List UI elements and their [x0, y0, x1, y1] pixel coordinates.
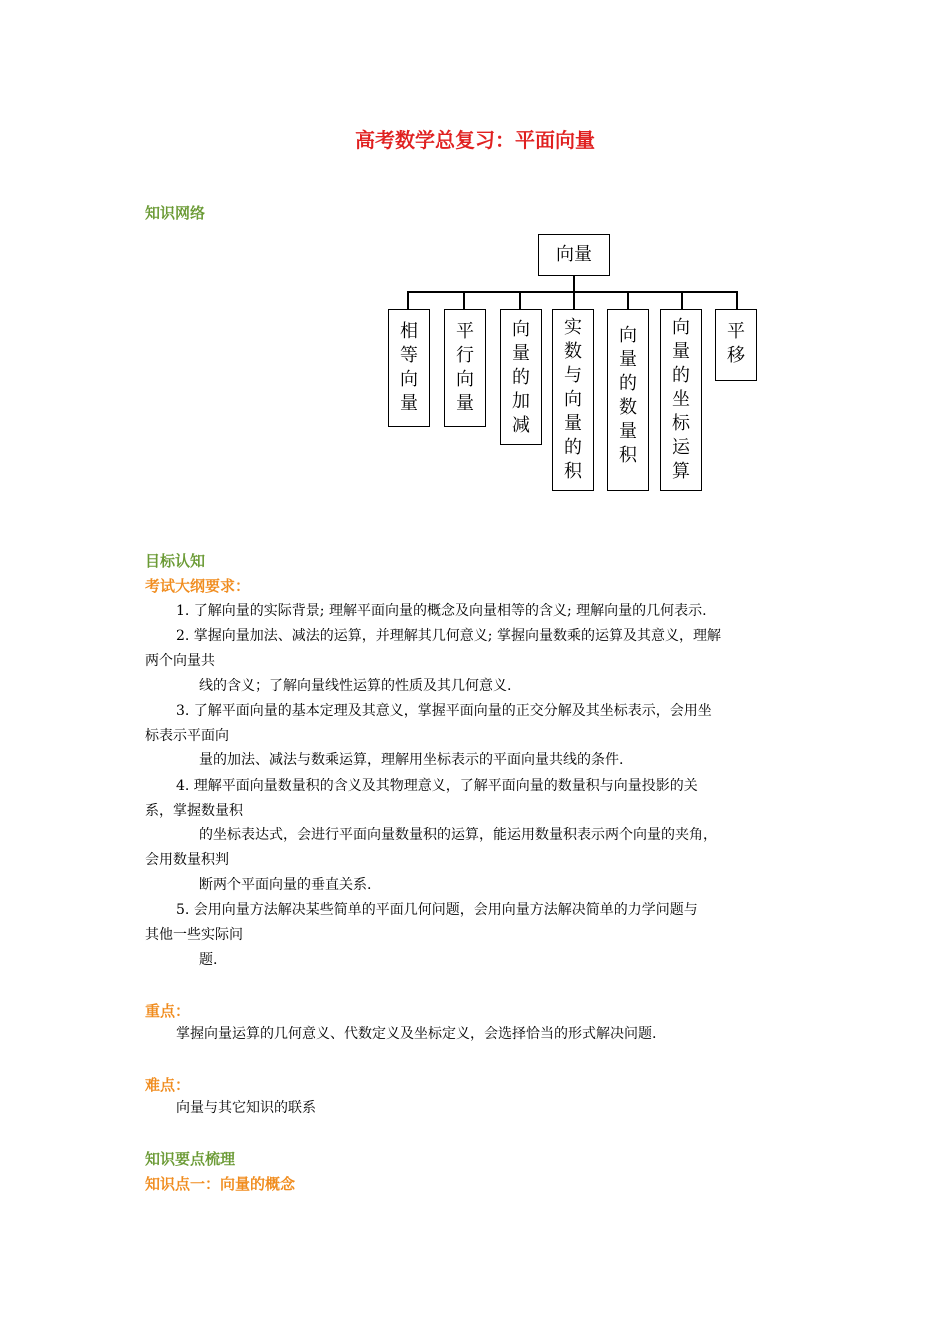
key-points-text: 掌握向量运算的几何意义、代数定义及坐标定义，会选择恰当的形式解决问题. — [176, 1026, 657, 1042]
section-exam-requirements: 考试大纲要求： — [145, 577, 251, 595]
diagram-node-dot-product — [607, 309, 649, 491]
diagram-connector — [463, 291, 465, 309]
difficulty-text: 向量与其它知识的联系 — [176, 1100, 316, 1116]
diagram-connector — [627, 291, 629, 309]
diagram-node-label: 平移 — [727, 321, 745, 366]
diagram-node-coordinate-operations — [660, 309, 702, 491]
diagram-node-translation — [715, 309, 757, 381]
requirement-5-line2: 其他一些实际问 — [145, 927, 243, 943]
section-difficulty: 难点： — [145, 1076, 191, 1094]
page-title: 高考数学总复习：平面向量 — [355, 128, 595, 152]
requirement-4-line5: 断两个平面向量的垂直关系. — [199, 877, 372, 893]
section-goals: 目标认知 — [145, 552, 206, 570]
requirement-3-line3: 量的加法、减法与数乘运算，理解用坐标表示的平面向量共线的条件. — [199, 752, 624, 768]
requirement-4-line3: 的坐标表达式，会进行平面向量数量积的运算，能运用数量积表示两个向量的夹角， — [199, 827, 717, 843]
requirement-5-line1: 5. 会用向量方法解决某些简单的平面几何问题，会用向量方法解决简单的力学问题与 — [176, 902, 698, 918]
section-point-one: 知识点一：向量的概念 — [145, 1175, 296, 1193]
section-key-points: 重点： — [145, 1002, 191, 1020]
diagram-node-label: 向量的加减 — [512, 319, 530, 436]
diagram-connector — [573, 276, 575, 292]
diagram-node-label: 实数与向量的积 — [564, 317, 582, 482]
section-knowledge-summary: 知识要点梳理 — [145, 1150, 236, 1168]
requirement-2-line1: 2. 掌握向量加法、减法的运算，并理解其几何意义; 掌握向量数乘的运算及其意义，理解 — [176, 628, 721, 644]
requirement-2-line2: 两个向量共 — [145, 653, 215, 669]
requirement-3-line1: 3. 了解平面向量的基本定理及其意义，掌握平面向量的正交分解及其坐标表示，会用坐 — [176, 703, 712, 719]
diagram-root — [538, 234, 610, 276]
section-knowledge-network: 知识网络 — [145, 204, 206, 222]
requirement-3-line2: 标表示平面向 — [145, 728, 229, 744]
diagram-node-label: 向量的数量积 — [619, 325, 637, 466]
requirement-4-line2: 系，掌握数量积 — [145, 803, 243, 819]
diagram-connector — [407, 291, 409, 309]
diagram-node-parallel-vectors — [444, 309, 486, 427]
diagram-node-label: 平行向量 — [456, 321, 474, 414]
requirement-5-line3: 题. — [199, 952, 218, 968]
diagram-connector — [573, 291, 575, 309]
requirement-4-line4: 会用数量积判 — [145, 852, 229, 868]
diagram-connector — [681, 291, 683, 309]
diagram-connector — [736, 291, 738, 309]
diagram-connector — [407, 291, 737, 293]
diagram-node-scalar-multiplication — [552, 309, 594, 491]
diagram-node-label: 向量的坐标运算 — [672, 317, 690, 482]
requirement-2-line3: 线的含义；了解向量线性运算的性质及其几何意义. — [199, 678, 512, 694]
diagram-node-label: 相等向量 — [400, 321, 418, 414]
diagram-connector — [519, 291, 521, 309]
diagram-root-label: 向量 — [556, 244, 592, 265]
diagram-node-equal-vectors — [388, 309, 430, 427]
requirement-4-line1: 4. 理解平面向量数量积的含义及其物理意义，了解平面向量的数量积与向量投影的关 — [176, 778, 698, 794]
diagram-node-vector-add-sub — [500, 309, 542, 445]
requirement-1: 1. 了解向量的实际背景; 理解平面向量的概念及向量相等的含义; 理解向量的几何表示. — [176, 603, 707, 619]
